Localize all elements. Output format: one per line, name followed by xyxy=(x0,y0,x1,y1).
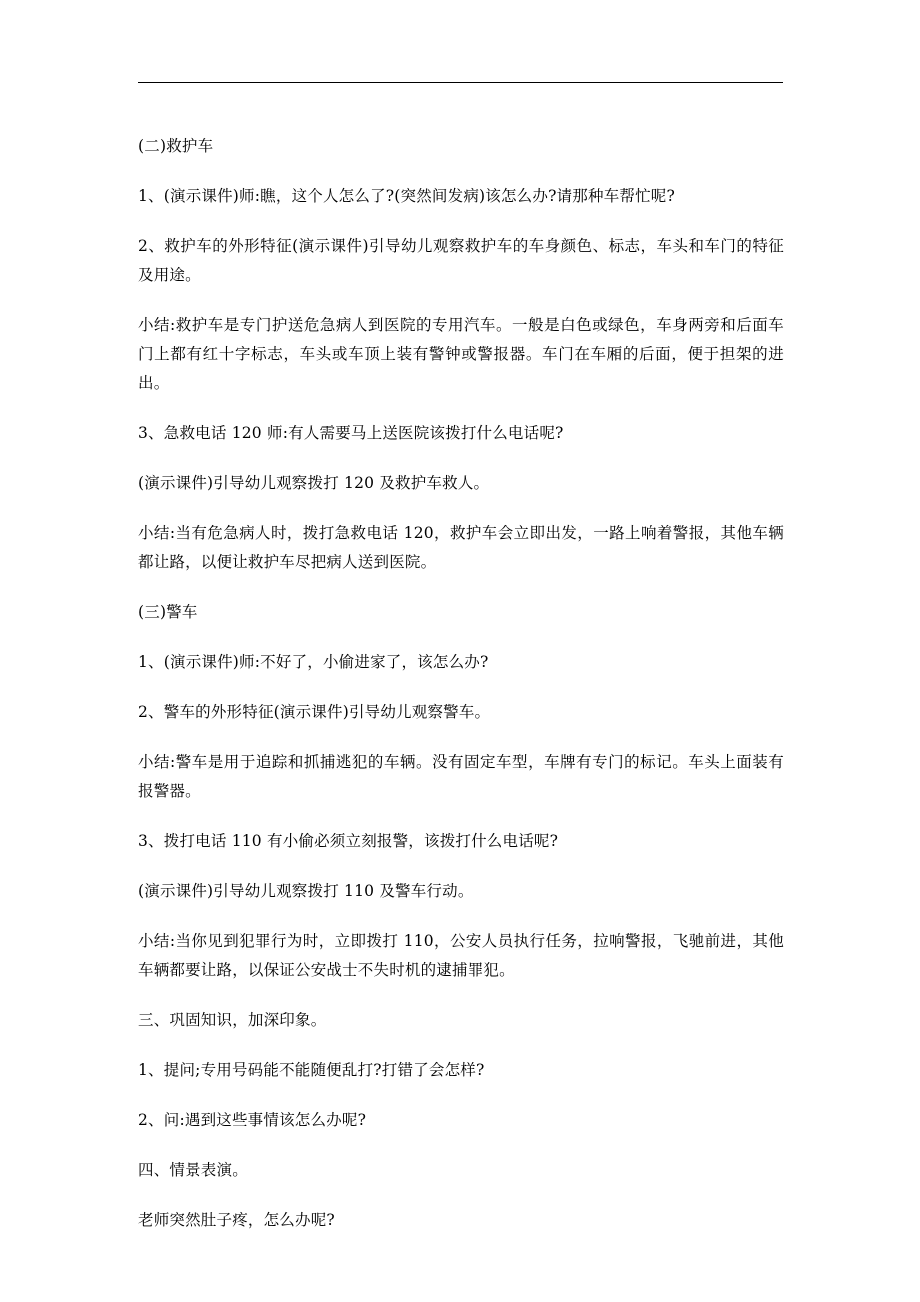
section-heading-consolidate: 三、巩固知识，加深印象。 xyxy=(138,1011,327,1029)
document-body xyxy=(138,132,784,1256)
section-heading-ambulance: (二)救护车 xyxy=(138,137,214,155)
paragraph: 3、拨打电话 110 有小偷必须立刻报警，该拨打什么电话呢? xyxy=(138,832,559,850)
paragraph: (演示课件)引导幼儿观察拨打 110 及警车行动。 xyxy=(138,882,474,900)
paragraph: 老师突然肚子疼，怎么办呢? xyxy=(138,1211,335,1229)
header-rule xyxy=(138,82,783,83)
paragraph: 1、(演示课件)师:不好了，小偷进家了，该怎么办? xyxy=(138,653,489,671)
paragraph: 2、警车的外形特征(演示课件)引导幼儿观察警车。 xyxy=(138,703,491,721)
summary-paragraph: 小结:警车是用于追踪和抓捕逃犯的车辆。没有固定车型，车牌有专门的标记。车头上面装有报警器。 xyxy=(138,753,784,800)
paragraph: 1、提问;专用号码能不能随便乱打?打错了会怎样? xyxy=(138,1061,485,1079)
paragraph: 2、救护车的外形特征(演示课件)引导幼儿观察救护车的车身颜色、标志，车头和车门的特征及用途。 xyxy=(138,237,784,284)
paragraph: 3、急救电话 120 师:有人需要马上送医院该拨打什么电话呢? xyxy=(138,424,564,442)
summary-paragraph: 小结:救护车是专门护送危急病人到医院的专用汽车。一般是白色或绿色，车身两旁和后面车门上都有红十字标志，车头或车顶上装有警钟或警报器。车门在车厢的后面，便于担架的进出。 xyxy=(138,316,784,392)
summary-paragraph: 小结:当有危急病人时，拨打急救电话 120，救护车会立即出发，一路上响着警报，其他车辆都让路，以便让救护车尽把病人送到医院。 xyxy=(138,524,784,571)
section-heading-police-car: (三)警车 xyxy=(138,603,198,621)
summary-paragraph: 小结:当你见到犯罪行为时，立即拨打 110，公安人员执行任务，拉响警报，飞驰前进，其他车辆都要让路，以保证公安战士不失时机的逮捕罪犯。 xyxy=(138,932,784,979)
section-heading-role-play: 四、情景表演。 xyxy=(138,1161,248,1179)
paragraph: 2、问:遇到这些事情该怎么办呢? xyxy=(138,1111,367,1129)
paragraph: (演示课件)引导幼儿观察拨打 120 及救护车救人。 xyxy=(138,474,490,492)
paragraph: 1、(演示课件)师:瞧，这个人怎么了?(突然间发病)该怎么办?请那种车帮忙呢? xyxy=(138,187,676,205)
